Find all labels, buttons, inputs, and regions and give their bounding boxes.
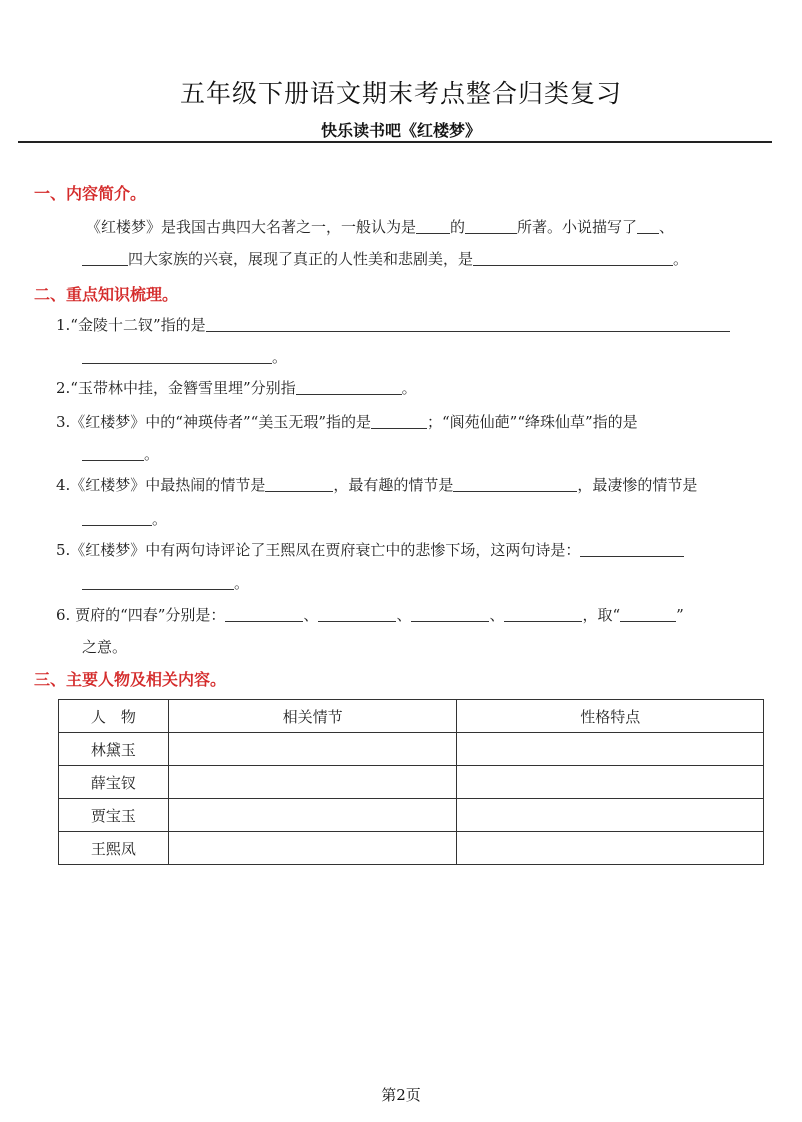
question-text: 之意。 <box>82 638 128 656</box>
question-text: 。 <box>144 445 160 463</box>
question-text: 5.《红楼梦》中有两句诗评论了王熙凤在贾府衰亡中的悲惨下场，这两句诗是： <box>56 541 581 559</box>
question-text: 。 <box>152 510 168 528</box>
character-name: 贾宝玉 <box>59 799 169 832</box>
question-1-cont <box>82 346 287 367</box>
question-text: 、 <box>396 606 412 624</box>
plot-cell[interactable] <box>168 733 457 766</box>
page-number: 第2页 <box>381 1086 421 1104</box>
question-text: 1.“金陵十二钗”指的是 <box>56 316 206 334</box>
question-text: 。 <box>234 574 250 592</box>
answer-blank[interactable] <box>318 606 396 622</box>
question-4-cont <box>82 508 167 529</box>
table-row <box>59 832 764 865</box>
plot-cell[interactable] <box>168 766 457 799</box>
answer-blank[interactable] <box>265 476 333 492</box>
personality-cell[interactable] <box>457 799 764 832</box>
question-text: 。 <box>401 379 417 397</box>
section-heading-knowledge: 二、重点知识梳理。 <box>34 285 179 304</box>
personality-cell[interactable] <box>457 733 764 766</box>
intro-text: 、 <box>659 218 675 236</box>
question-text: ，最凄惨的情节是 <box>577 476 698 494</box>
question-text: 、 <box>303 606 319 624</box>
page-subtitle: 快乐读书吧《红楼梦》 <box>320 121 481 140</box>
intro-text: 的 <box>450 218 466 236</box>
question-text: ，取“ <box>582 606 621 624</box>
question-text: 3.《红楼梦》中的“神瑛侍者”“美玉无瑕”指的是 <box>56 413 371 431</box>
plot-cell[interactable] <box>168 799 457 832</box>
intro-text: 所著。小说描写了 <box>517 218 638 236</box>
question-text: 、 <box>489 606 505 624</box>
answer-blank[interactable] <box>580 541 684 557</box>
question-text: ” <box>676 606 684 624</box>
answer-blank[interactable] <box>206 316 730 332</box>
question-text: 6. 贾府的“四春”分别是： <box>56 606 226 624</box>
intro-line-1 <box>86 216 674 237</box>
answer-blank[interactable] <box>82 348 272 364</box>
table-header-row <box>59 700 764 733</box>
character-name: 薛宝钗 <box>59 766 169 799</box>
answer-blank[interactable] <box>465 218 517 234</box>
answer-blank[interactable] <box>416 218 450 234</box>
section-heading-intro: 一、内容简介。 <box>34 184 147 203</box>
personality-cell[interactable] <box>457 766 764 799</box>
question-text: 。 <box>272 348 288 366</box>
question-5 <box>56 539 684 560</box>
answer-blank[interactable] <box>225 606 303 622</box>
answer-blank[interactable] <box>82 510 152 526</box>
column-header-character: 人 物 <box>59 700 169 733</box>
intro-text: 《红楼梦》是我国古典四大名著之一，一般认为是 <box>86 218 417 236</box>
column-header-plot: 相关情节 <box>168 700 457 733</box>
answer-blank[interactable] <box>82 250 128 266</box>
question-text: ；“阆苑仙葩”“绛珠仙草”指的是 <box>427 413 638 431</box>
answer-blank[interactable] <box>371 413 427 429</box>
plot-cell[interactable] <box>168 832 457 865</box>
column-header-personality: 性格特点 <box>457 700 764 733</box>
question-text: ，最有趣的情节是 <box>333 476 454 494</box>
character-name: 王熙凤 <box>59 832 169 865</box>
section-heading-characters: 三、主要人物及相关内容。 <box>34 670 227 689</box>
answer-blank[interactable] <box>473 250 673 266</box>
question-text: 4.《红楼梦》中最热闹的情节是 <box>56 476 266 494</box>
answer-blank[interactable] <box>504 606 582 622</box>
intro-text: 四大家族的兴衰，展现了真正的人性美和悲剧美，是 <box>128 250 474 268</box>
question-text: 2.“玉带林中挂，金簪雪里埋”分别指 <box>56 379 296 397</box>
answer-blank[interactable] <box>411 606 489 622</box>
answer-blank[interactable] <box>82 574 234 590</box>
character-name: 林黛玉 <box>59 733 169 766</box>
question-3-cont <box>82 443 159 464</box>
question-5-cont <box>82 572 249 593</box>
table-row <box>59 733 764 766</box>
page-title: 五年级下册语文期末考点整合归类复习 <box>179 79 622 108</box>
answer-blank[interactable] <box>637 218 659 234</box>
question-6-cont <box>82 636 127 657</box>
character-table <box>58 699 764 865</box>
title-divider <box>18 141 772 143</box>
answer-blank[interactable] <box>620 606 676 622</box>
question-1 <box>56 314 730 335</box>
question-2 <box>56 377 417 398</box>
answer-blank[interactable] <box>82 445 144 461</box>
table-row <box>59 766 764 799</box>
answer-blank[interactable] <box>453 476 577 492</box>
question-3 <box>56 411 638 432</box>
answer-blank[interactable] <box>296 379 402 395</box>
question-4 <box>56 474 697 495</box>
personality-cell[interactable] <box>457 832 764 865</box>
intro-line-2 <box>82 248 688 269</box>
table-row <box>59 799 764 832</box>
question-6 <box>56 604 684 625</box>
intro-text: 。 <box>673 250 689 268</box>
